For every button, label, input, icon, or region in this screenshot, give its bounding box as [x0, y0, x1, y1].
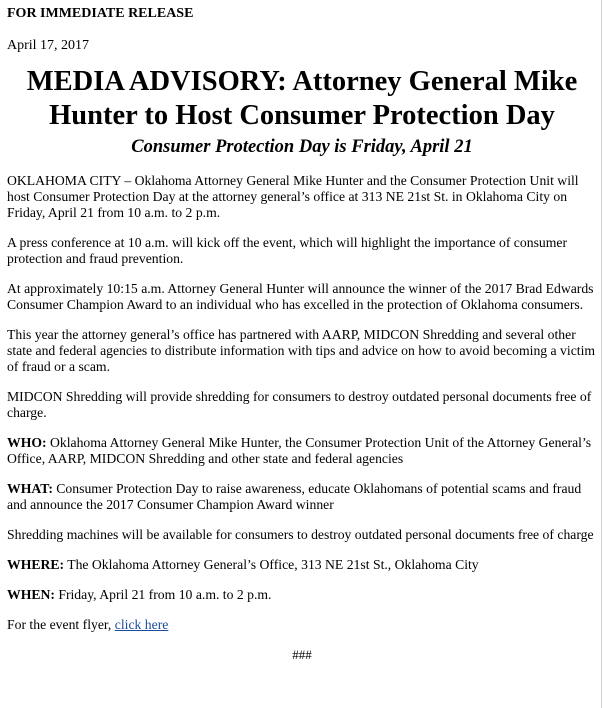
- when-label: WHEN:: [7, 587, 55, 602]
- where-label: WHERE:: [7, 557, 65, 572]
- who-label: WHO:: [7, 435, 47, 450]
- flyer-prefix: For the event flyer,: [7, 617, 115, 632]
- who-text: Oklahoma Attorney General Mike Hunter, the Consumer Protection Unit of the Attorney General’s Office, AARP, MIDCON Shredding and other state and federal agencies: [7, 435, 592, 466]
- page-subtitle: Consumer Protection Day is Friday, April 21: [131, 137, 473, 157]
- where-line: [7, 557, 597, 573]
- body-paragraph-intro: OKLAHOMA CITY – Oklahoma Attorney General Mike Hunter and the Consumer Protection Unit will host Consumer Protection Day at the attorney general’s office at 313 NE 21st St. in Oklahoma City on Friday, April 21 from 10 a.m. to 2 p.m.: [7, 173, 579, 220]
- end-mark: ###: [292, 647, 312, 662]
- where-text: The Oklahoma Attorney General’s Office, 313 NE 21st St., Oklahoma City: [64, 557, 479, 572]
- shredding-note: Shredding machines will be available for consumers to destroy outdated personal documents free of charge: [7, 527, 594, 542]
- release-label: FOR IMMEDIATE RELEASE: [7, 6, 194, 21]
- when-text: Friday, April 21 from 10 a.m. to 2 p.m.: [54, 587, 272, 602]
- body-paragraph-award: At approximately 10:15 a.m. Attorney General Hunter will announce the winner of the 2017 Brad Edwards Consumer Champion Award to an individual who has excelled in the protection of Oklahoma consumers.: [7, 281, 594, 312]
- body-paragraph-partners: This year the attorney general’s office has partnered with AARP, MIDCON Shredding and several other state and federal agencies to distribute information with tips and advice on how to avoid becoming a victim of fraud or a scam.: [7, 327, 596, 374]
- body-paragraph-shredding: MIDCON Shredding will provide shredding for consumers to destroy outdated personal documents free of charge.: [7, 389, 592, 420]
- release-date: April 17, 2017: [7, 38, 90, 53]
- what-label: WHAT:: [7, 481, 53, 496]
- body-paragraph-press-conference: A press conference at 10 a.m. will kick off the event, which will highlight the importance of consumer protection and fraud prevention.: [7, 235, 568, 266]
- press-release: [7, 5, 597, 663]
- page-title: MEDIA ADVISORY: Attorney General Mike Hunter to Host Consumer Protection Day: [26, 66, 578, 131]
- what-line: [7, 481, 597, 513]
- when-line: [7, 587, 597, 603]
- flyer-link[interactable]: click here: [114, 617, 169, 632]
- who-line: [7, 435, 597, 467]
- what-text: Consumer Protection Day to raise awareness, educate Oklahomans of potential scams and fraud and announce the 2017 Consumer Champion Award winner: [7, 481, 582, 512]
- flyer-line: [7, 617, 597, 633]
